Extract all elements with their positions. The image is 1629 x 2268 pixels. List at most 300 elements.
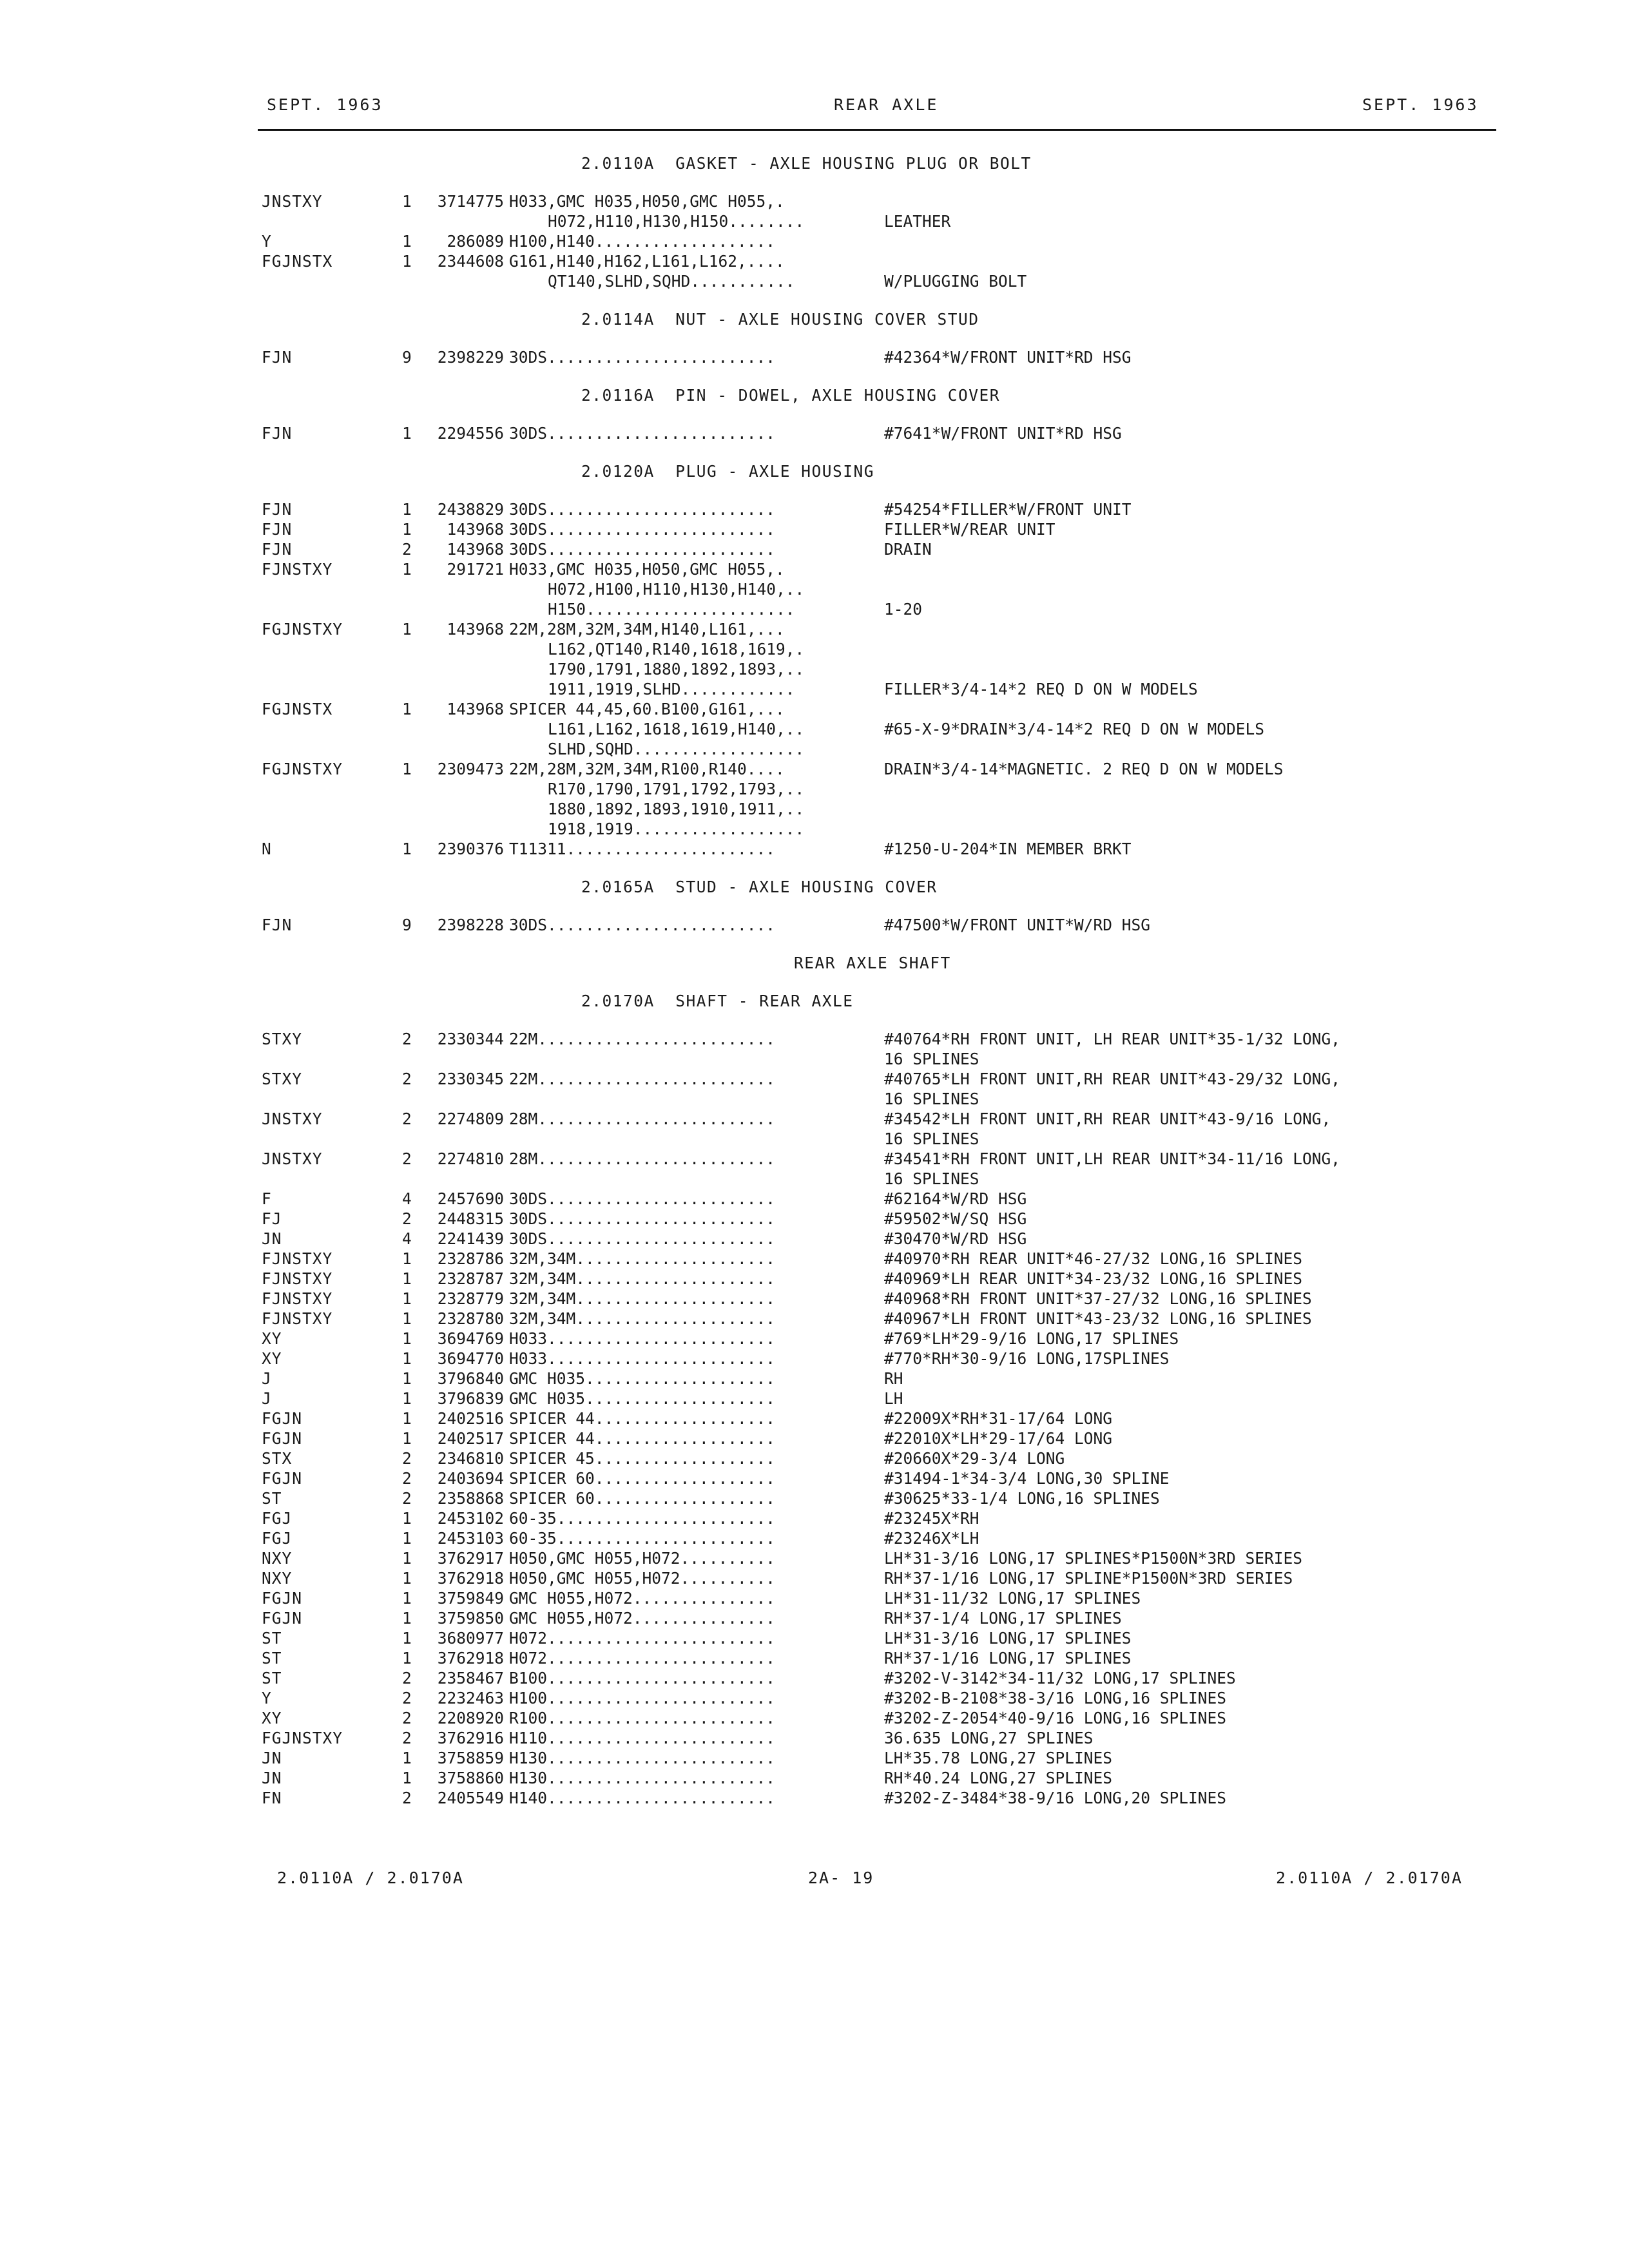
section-heading: 2.0116A PIN - DOWEL, AXLE HOUSING COVER [581, 386, 1001, 405]
model-code: FJN [262, 916, 293, 934]
quantity: 1 [402, 1589, 412, 1608]
model-code: NXY [262, 1569, 293, 1588]
part-row [262, 1708, 1499, 1728]
part-description: #3202-Z-3484*38-9/16 LONG,20 SPLINES [884, 1789, 1227, 1807]
quantity: 1 [402, 760, 412, 778]
part-row [262, 347, 1499, 367]
part-row [262, 1528, 1499, 1548]
part-description: DRAIN [884, 540, 932, 559]
part-number: 143968 [447, 540, 504, 559]
part-row-continuation [262, 1089, 1499, 1109]
part-row [262, 423, 1499, 443]
header-date-left: SEPT. 1963 [267, 95, 383, 114]
part-description: #22010X*LH*29-17/64 LONG [884, 1429, 1113, 1448]
part-row-continuation [262, 211, 1499, 231]
part-row [262, 1728, 1499, 1748]
part-description: #31494-1*34-3/4 LONG,30 SPLINE [884, 1469, 1170, 1488]
part-row [262, 1688, 1499, 1708]
quantity: 2 [402, 1110, 412, 1128]
part-description: RH*37-1/16 LONG,17 SPLINES [884, 1649, 1132, 1667]
part-row-continuation [262, 659, 1499, 679]
applicable-models: H033,GMC H035,H050,GMC H055,. [509, 192, 785, 211]
part-row [262, 1029, 1499, 1049]
model-code: JN [262, 1749, 282, 1767]
model-code: FGJN [262, 1469, 303, 1488]
part-description: #22009X*RH*31-17/64 LONG [884, 1409, 1113, 1428]
part-description: 16 SPLINES [884, 1050, 979, 1068]
model-code: XY [262, 1709, 282, 1727]
quantity: 1 [402, 252, 412, 271]
quantity: 2 [402, 1469, 412, 1488]
applicable-models: 28M......................... [509, 1110, 776, 1128]
part-description: RH*37-1/16 LONG,17 SPLINE*P1500N*3RD SERIES [884, 1569, 1293, 1588]
part-number: 3762916 [437, 1729, 504, 1747]
applicable-models: H130........................ [509, 1749, 776, 1767]
model-code: FJNSTXY [262, 1249, 333, 1268]
quantity: 2 [402, 1070, 412, 1088]
quantity: 2 [402, 1489, 412, 1508]
quantity: 1 [402, 620, 412, 639]
part-number: 2438829 [437, 500, 504, 519]
applicable-models: 32M,34M..................... [509, 1249, 776, 1268]
part-number: 2328786 [437, 1249, 504, 1268]
part-number: 3762918 [437, 1569, 504, 1588]
quantity: 1 [402, 1509, 412, 1528]
part-number: 2403694 [437, 1469, 504, 1488]
quantity: 1 [402, 1769, 412, 1787]
part-row [262, 1269, 1499, 1289]
model-code: FJ [262, 1209, 282, 1228]
part-description: #54254*FILLER*W/FRONT UNIT [884, 500, 1132, 519]
part-row [262, 1568, 1499, 1588]
part-row [262, 1149, 1499, 1169]
part-description: FILLER*3/4-14*2 REQ D ON W MODELS [884, 680, 1198, 698]
part-number: 3796840 [437, 1369, 504, 1388]
applicable-models: H033,GMC H035,H050,GMC H055,. [509, 560, 785, 579]
section-spacer [262, 443, 1499, 461]
quantity: 1 [402, 1309, 412, 1328]
part-row [262, 1628, 1499, 1648]
part-row-continuation [262, 271, 1499, 291]
part-row [262, 759, 1499, 779]
part-row [262, 1389, 1499, 1408]
part-description: #40968*RH FRONT UNIT*37-27/32 LONG,16 SPLINES [884, 1289, 1312, 1308]
part-number: 2358467 [437, 1669, 504, 1687]
applicable-models: H050,GMC H055,H072.......... [509, 1569, 776, 1588]
section-spacer [262, 973, 1499, 991]
heading-spacer [262, 1011, 1499, 1029]
part-description: #40969*LH REAR UNIT*34-23/32 LONG,16 SPLINES [884, 1269, 1303, 1288]
part-description: #40765*LH FRONT UNIT,RH REAR UNIT*43-29/32 LONG, [884, 1070, 1341, 1088]
quantity: 1 [402, 1549, 412, 1568]
part-number: 2453103 [437, 1529, 504, 1548]
part-description: #30625*33-1/4 LONG,16 SPLINES [884, 1489, 1160, 1508]
section-heading: 2.0110A GASKET - AXLE HOUSING PLUG OR BOLT [581, 154, 1032, 173]
part-description: #769*LH*29-9/16 LONG,17 SPLINES [884, 1329, 1179, 1348]
part-row [262, 1608, 1499, 1628]
part-row [262, 1369, 1499, 1389]
part-number: 2330345 [437, 1070, 504, 1088]
applicable-models: H050,GMC H055,H072.......... [509, 1549, 776, 1568]
part-description: #23246X*LH [884, 1529, 979, 1548]
footer-range-right: 2.0110A / 2.0170A [1276, 1869, 1463, 1887]
part-row [262, 1508, 1499, 1528]
part-description: 16 SPLINES [884, 1129, 979, 1148]
part-description: #40970*RH REAR UNIT*46-27/32 LONG,16 SPLINES [884, 1249, 1303, 1268]
part-row-continuation [262, 819, 1499, 839]
quantity: 1 [402, 1389, 412, 1408]
part-number: 2241439 [437, 1229, 504, 1248]
part-row [262, 519, 1499, 539]
model-code: Y [262, 232, 272, 251]
model-code: FJNSTXY [262, 1309, 333, 1328]
applicable-models: 32M,34M..................... [509, 1289, 776, 1308]
applicable-models: H140........................ [509, 1789, 776, 1807]
part-description: #3202-Z-2054*40-9/16 LONG,16 SPLINES [884, 1709, 1227, 1727]
section-heading: 2.0120A PLUG - AXLE HOUSING [581, 462, 875, 481]
model-code: NXY [262, 1549, 293, 1568]
applicable-models: 22M......................... [509, 1070, 776, 1088]
part-row [262, 619, 1499, 639]
part-description: #20660X*29-3/4 LONG [884, 1449, 1065, 1468]
model-code: ST [262, 1649, 282, 1667]
part-description: #34541*RH FRONT UNIT,LH REAR UNIT*34-11/16 LONG, [884, 1149, 1341, 1168]
applicable-models: 1911,1919,SLHD............ [548, 680, 795, 698]
part-number: 143968 [447, 700, 504, 718]
quantity: 1 [402, 500, 412, 519]
model-code: FJNSTXY [262, 1289, 333, 1308]
quantity: 2 [402, 1449, 412, 1468]
part-row-continuation [262, 679, 1499, 699]
model-code: Y [262, 1689, 272, 1707]
part-row [262, 1588, 1499, 1608]
applicable-models: L161,L162,1618,1619,H140,.. [548, 720, 805, 738]
quantity: 4 [402, 1229, 412, 1248]
part-number: 2402517 [437, 1429, 504, 1448]
quantity: 2 [402, 1209, 412, 1228]
quantity: 2 [402, 1149, 412, 1168]
model-code: JNSTXY [262, 1149, 323, 1168]
part-row-continuation [262, 1049, 1499, 1069]
applicable-models: 22M......................... [509, 1030, 776, 1048]
part-row [262, 1309, 1499, 1329]
part-description: #770*RH*30-9/16 LONG,17SPLINES [884, 1349, 1170, 1368]
quantity: 1 [402, 1629, 412, 1648]
part-description: #59502*W/SQ HSG [884, 1209, 1027, 1228]
quantity: 1 [402, 840, 412, 858]
part-description: #7641*W/FRONT UNIT*RD HSG [884, 424, 1122, 443]
section-spacer [262, 859, 1499, 877]
quantity: 1 [402, 192, 412, 211]
model-code: J [262, 1369, 272, 1388]
part-description: #47500*W/FRONT UNIT*W/RD HSG [884, 916, 1151, 934]
part-number: 2328787 [437, 1269, 504, 1288]
part-row [262, 1109, 1499, 1129]
applicable-models: SPICER 44,45,60.B100,G161,... [509, 700, 785, 718]
model-code: FGJN [262, 1589, 303, 1608]
applicable-models: SPICER 60................... [509, 1489, 776, 1508]
parts-listing [262, 153, 1499, 1808]
part-number: 2405549 [437, 1789, 504, 1807]
part-description: DRAIN*3/4-14*MAGNETIC. 2 REQ D ON W MODELS [884, 760, 1284, 778]
part-description: #42364*W/FRONT UNIT*RD HSG [884, 348, 1132, 367]
part-number: 2294556 [437, 424, 504, 443]
model-code: FJN [262, 424, 293, 443]
part-row [262, 1289, 1499, 1309]
part-row [262, 1069, 1499, 1089]
section-spacer [262, 291, 1499, 309]
applicable-models: L162,QT140,R140,1618,1619,. [548, 640, 805, 658]
model-code: FJNSTXY [262, 1269, 333, 1288]
header-title: REAR AXLE [834, 95, 939, 114]
part-number: 3680977 [437, 1629, 504, 1648]
part-row [262, 1229, 1499, 1249]
part-row [262, 839, 1499, 859]
part-number: 3762918 [437, 1649, 504, 1667]
quantity: 1 [402, 1609, 412, 1628]
part-number: 2453102 [437, 1509, 504, 1528]
part-description: #1250-U-204*IN MEMBER BRKT [884, 840, 1132, 858]
quantity: 1 [402, 424, 412, 443]
model-code: FGJNSTXY [262, 620, 343, 639]
part-number: 2390376 [437, 840, 504, 858]
part-row-continuation [262, 1169, 1499, 1189]
part-number: 3758860 [437, 1769, 504, 1787]
applicable-models: 1790,1791,1880,1892,1893,.. [548, 660, 805, 678]
part-number: 3759849 [437, 1589, 504, 1608]
part-number: 3758859 [437, 1749, 504, 1767]
part-number: 2398229 [437, 348, 504, 367]
model-code: STXY [262, 1030, 303, 1048]
part-number: 143968 [447, 620, 504, 639]
model-code: FN [262, 1789, 282, 1807]
part-number: 2232463 [437, 1689, 504, 1707]
applicable-models: B100........................ [509, 1669, 776, 1687]
part-description: 1-20 [884, 600, 923, 619]
quantity: 1 [402, 1369, 412, 1388]
quantity: 1 [402, 1749, 412, 1767]
model-code: FGJN [262, 1409, 303, 1428]
model-code: JN [262, 1229, 282, 1248]
part-description: LH*31-3/16 LONG,17 SPLINES*P1500N*3RD SERIES [884, 1549, 1303, 1568]
quantity: 1 [402, 232, 412, 251]
quantity: 2 [402, 1789, 412, 1807]
applicable-models: GMC H035.................... [509, 1369, 776, 1388]
part-number: 2274809 [437, 1110, 504, 1128]
part-row [262, 1548, 1499, 1568]
applicable-models: G161,H140,H162,L161,L162,.... [509, 252, 785, 271]
part-row-continuation [262, 779, 1499, 799]
part-number: 3762917 [437, 1549, 504, 1568]
model-code: FGJ [262, 1509, 293, 1528]
part-row [262, 1428, 1499, 1448]
footer-range-left: 2.0110A / 2.0170A [277, 1869, 464, 1887]
applicable-models: 60-35....................... [509, 1529, 776, 1548]
part-row [262, 1648, 1499, 1668]
quantity: 1 [402, 1649, 412, 1667]
heading-spacer [262, 405, 1499, 423]
header-rule [258, 129, 1496, 131]
model-code: FJN [262, 348, 293, 367]
part-number: 2346810 [437, 1449, 504, 1468]
part-number: 2402516 [437, 1409, 504, 1428]
quantity: 9 [402, 916, 412, 934]
part-row [262, 1349, 1499, 1369]
applicable-models: 30DS........................ [509, 916, 776, 934]
applicable-models: R100........................ [509, 1709, 776, 1727]
quantity: 2 [402, 540, 412, 559]
applicable-models: H110........................ [509, 1729, 776, 1747]
applicable-models: H033........................ [509, 1349, 776, 1368]
part-row-continuation [262, 719, 1499, 739]
applicable-models: 1918,1919.................. [548, 820, 805, 838]
model-code: FJN [262, 540, 293, 559]
model-code: ST [262, 1669, 282, 1687]
part-row [262, 1468, 1499, 1488]
part-row-continuation [262, 599, 1499, 619]
applicable-models: 30DS........................ [509, 500, 776, 519]
model-code: FGJN [262, 1429, 303, 1448]
part-row-continuation [262, 739, 1499, 759]
model-code: F [262, 1189, 272, 1208]
model-code: STXY [262, 1070, 303, 1088]
applicable-models: 30DS........................ [509, 1229, 776, 1248]
section-spacer [262, 367, 1499, 385]
part-number: 2328780 [437, 1309, 504, 1328]
section-heading: 2.0114A NUT - AXLE HOUSING COVER STUD [581, 310, 979, 329]
part-row [262, 539, 1499, 559]
part-number: 2208920 [437, 1709, 504, 1727]
quantity: 2 [402, 1030, 412, 1048]
part-row-continuation [262, 639, 1499, 659]
part-description: 36.635 LONG,27 SPLINES [884, 1729, 1094, 1747]
applicable-models: GMC H035.................... [509, 1389, 776, 1408]
part-row [262, 1488, 1499, 1508]
model-code: FGJNSTXY [262, 760, 343, 778]
model-code: FJN [262, 520, 293, 539]
section-heading: 2.0165A STUD - AXLE HOUSING COVER [581, 878, 938, 896]
part-number: 291721 [447, 560, 504, 579]
applicable-models: H130........................ [509, 1769, 776, 1787]
part-row [262, 559, 1499, 579]
model-code: ST [262, 1489, 282, 1508]
part-row [262, 699, 1499, 719]
applicable-models: SPICER 60................... [509, 1469, 776, 1488]
quantity: 2 [402, 1729, 412, 1747]
applicable-models: SLHD,SQHD.................. [548, 740, 805, 758]
part-number: 3796839 [437, 1389, 504, 1408]
part-number: 2358868 [437, 1489, 504, 1508]
model-code: N [262, 840, 272, 858]
heading-spacer [262, 173, 1499, 191]
part-row [262, 1768, 1499, 1788]
model-code: XY [262, 1349, 282, 1368]
applicable-models: 30DS........................ [509, 348, 776, 367]
part-row-continuation [262, 579, 1499, 599]
model-code: FGJNSTXY [262, 1729, 343, 1747]
quantity: 1 [402, 1269, 412, 1288]
applicable-models: 60-35....................... [509, 1509, 776, 1528]
model-code: FJN [262, 500, 293, 519]
part-number: 286089 [447, 232, 504, 251]
part-description: LEATHER [884, 212, 951, 231]
model-code: FGJN [262, 1609, 303, 1628]
part-row [262, 1408, 1499, 1428]
applicable-models: H072,H110,H130,H150........ [548, 212, 805, 231]
part-number: 2309473 [437, 760, 504, 778]
applicable-models: 30DS........................ [509, 1189, 776, 1208]
applicable-models: GMC H055,H072............... [509, 1609, 776, 1628]
part-number: 143968 [447, 520, 504, 539]
part-row [262, 915, 1499, 935]
applicable-models: H100,H140................... [509, 232, 776, 251]
part-row-continuation [262, 799, 1499, 819]
part-row [262, 1329, 1499, 1349]
applicable-models: H072........................ [509, 1629, 776, 1648]
heading-spacer [262, 481, 1499, 499]
quantity: 1 [402, 1329, 412, 1348]
quantity: 2 [402, 1669, 412, 1687]
part-description: RH*37-1/4 LONG,17 SPLINES [884, 1609, 1122, 1628]
applicable-models: 30DS........................ [509, 520, 776, 539]
applicable-models: H072........................ [509, 1649, 776, 1667]
heading-spacer [262, 329, 1499, 347]
section-heading: 2.0170A SHAFT - REAR AXLE [581, 992, 854, 1010]
part-number: 2398228 [437, 916, 504, 934]
heading-spacer [262, 897, 1499, 915]
part-description: #62164*W/RD HSG [884, 1189, 1027, 1208]
applicable-models: GMC H055,H072............... [509, 1589, 776, 1608]
part-description: W/PLUGGING BOLT [884, 272, 1027, 291]
applicable-models: SPICER 45................... [509, 1449, 776, 1468]
quantity: 1 [402, 1409, 412, 1428]
applicable-models: QT140,SLHD,SQHD........... [548, 272, 795, 291]
part-description: RH*40.24 LONG,27 SPLINES [884, 1769, 1113, 1787]
applicable-models: H150...................... [548, 600, 795, 619]
part-row [262, 1788, 1499, 1808]
part-number: 2328779 [437, 1289, 504, 1308]
model-code: JN [262, 1769, 282, 1787]
quantity: 1 [402, 1569, 412, 1588]
part-description: #3202-V-3142*34-11/32 LONG,17 SPLINES [884, 1669, 1236, 1687]
applicable-models: SPICER 44................... [509, 1429, 776, 1448]
part-row [262, 1448, 1499, 1468]
applicable-models: 1880,1892,1893,1910,1911,.. [548, 800, 805, 818]
part-number: 2330344 [437, 1030, 504, 1048]
part-description: LH*35.78 LONG,27 SPLINES [884, 1749, 1113, 1767]
part-row-continuation [262, 1129, 1499, 1149]
section-spacer [262, 935, 1499, 953]
quantity: 1 [402, 1289, 412, 1308]
applicable-models: 32M,34M..................... [509, 1269, 776, 1288]
part-row [262, 1748, 1499, 1768]
model-code: FGJ [262, 1529, 293, 1548]
quantity: 1 [402, 1429, 412, 1448]
part-description: LH*31-11/32 LONG,17 SPLINES [884, 1589, 1141, 1608]
applicable-models: T11311...................... [509, 840, 776, 858]
applicable-models: 22M,28M,32M,34M,H140,L161,... [509, 620, 785, 639]
model-code: FJNSTXY [262, 560, 333, 579]
part-row [262, 1189, 1499, 1209]
part-number: 3694770 [437, 1349, 504, 1368]
part-description: #34542*LH FRONT UNIT,RH REAR UNIT*43-9/16 LONG, [884, 1110, 1331, 1128]
part-description: LH*31-3/16 LONG,17 SPLINES [884, 1629, 1132, 1648]
applicable-models: 22M,28M,32M,34M,R100,R140.... [509, 760, 785, 778]
part-description: LH [884, 1389, 903, 1408]
part-number: 2274810 [437, 1149, 504, 1168]
applicable-models: 32M,34M..................... [509, 1309, 776, 1328]
quantity: 9 [402, 348, 412, 367]
